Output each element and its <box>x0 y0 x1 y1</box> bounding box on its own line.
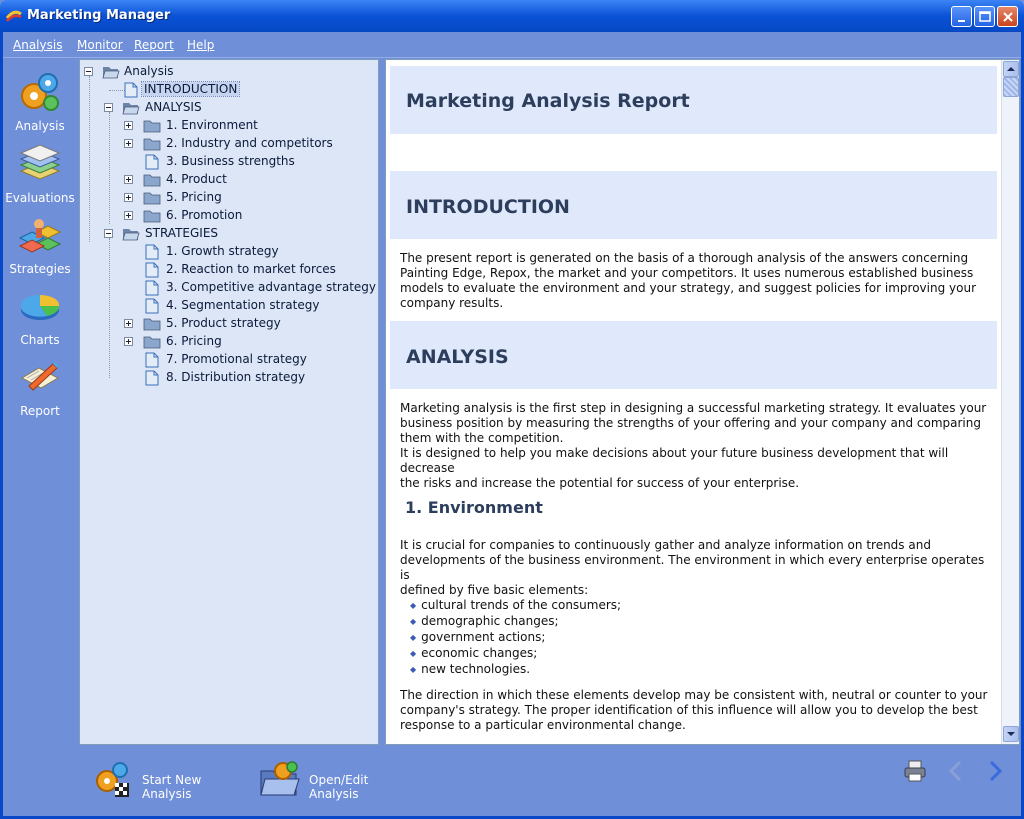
open-edit-analysis-button[interactable] <box>259 757 419 799</box>
tree-label: 5. Product strategy <box>166 316 281 330</box>
tree-label: 4. Segmentation strategy <box>166 298 320 312</box>
document-icon <box>145 352 159 368</box>
menu-monitor[interactable]: Monitor <box>77 38 123 52</box>
tree-node-pricing-strategy[interactable] <box>84 333 374 351</box>
text-line: business position by measuring the strengths of your offering and your company and comparing <box>400 416 981 430</box>
tree-node-competitive-advantage[interactable] <box>84 279 377 297</box>
start-new-analysis-button[interactable] <box>93 757 253 799</box>
environment-bullets <box>410 598 621 678</box>
environment-closing <box>400 688 990 733</box>
open-folder-icon <box>122 100 140 115</box>
tree-label: 3. Business strengths <box>166 154 295 168</box>
analysis-heading: ANALYSIS <box>406 346 509 368</box>
list-item: ◆ demographic changes; <box>410 614 621 630</box>
menu-report[interactable]: Report <box>134 38 174 52</box>
menu-help[interactable]: Help <box>187 38 215 52</box>
text-line: It is designed to help you make decisions about your future business development that will decrease <box>400 446 949 475</box>
text-line: company results. <box>400 296 504 310</box>
analysis-paragraph <box>400 401 990 491</box>
text-line: It is crucial for companies to continuously gather and analyze information on trends and <box>400 538 931 552</box>
previous-page-button[interactable] <box>946 759 966 783</box>
maximize-button[interactable] <box>974 6 995 27</box>
collapse-icon[interactable] <box>104 103 113 112</box>
text-line: developments of the business environment. The environment in which every enterprise operates is <box>400 553 985 582</box>
folder-icon <box>143 335 161 349</box>
list-item: ◆ new technologies. <box>410 662 621 678</box>
document-icon <box>145 370 159 386</box>
nav-label: Charts <box>20 333 60 347</box>
print-button[interactable] <box>903 759 927 783</box>
tree-label: 2. Industry and competitors <box>166 136 333 150</box>
folder-icon <box>143 191 161 205</box>
arrow-down-icon <box>1004 727 1018 741</box>
outline-tree[interactable] <box>79 59 379 745</box>
tree-label: 6. Promotion <box>166 208 243 222</box>
printer-icon <box>903 759 927 783</box>
tree-node-analysis[interactable] <box>84 99 374 117</box>
tree-node-promotion[interactable] <box>84 207 374 225</box>
nav-label: Report <box>20 404 60 418</box>
nav-strategies[interactable] <box>3 212 77 276</box>
scroll-down-button[interactable] <box>1003 726 1019 742</box>
expand-icon[interactable] <box>124 337 133 346</box>
tree-label: ANALYSIS <box>145 100 202 114</box>
text-line: the risks and increase the potential for success of your enterprise. <box>400 476 800 490</box>
text-line: response to a particular environmental change. <box>400 718 686 732</box>
app-logo-icon <box>6 9 22 23</box>
expand-icon[interactable] <box>124 121 133 130</box>
tree-node-introduction[interactable] <box>84 81 374 99</box>
collapse-icon[interactable] <box>104 229 113 238</box>
intro-paragraph <box>400 251 990 311</box>
folder-icon <box>143 317 161 331</box>
document-icon <box>145 244 159 260</box>
open-folder-icon <box>122 226 140 241</box>
document-icon <box>145 154 159 170</box>
tree-node-strategies[interactable] <box>84 225 374 243</box>
document-icon <box>145 262 159 278</box>
environment-heading: 1. Environment <box>405 498 543 517</box>
nav-label: Evaluations <box>5 191 75 205</box>
folder-icon <box>143 119 161 133</box>
close-icon <box>1001 10 1015 24</box>
title-bar[interactable] <box>0 0 1024 32</box>
open-folder-gears-icon <box>259 759 301 799</box>
tree-label: 6. Pricing <box>166 334 222 348</box>
tree-label: 4. Product <box>166 172 227 186</box>
expand-icon[interactable] <box>124 319 133 328</box>
report-title: Marketing Analysis Report <box>406 90 690 112</box>
nav-analysis[interactable] <box>3 69 77 133</box>
tree-node-growth[interactable] <box>84 243 374 261</box>
tree-label: 1. Environment <box>166 118 258 132</box>
intro-heading: INTRODUCTION <box>406 196 570 218</box>
report-pencil-icon <box>17 354 63 400</box>
gears-icon <box>17 69 63 115</box>
new-analysis-gears-icon <box>93 759 133 799</box>
tree-node-pricing[interactable] <box>84 189 374 207</box>
tree-label: 2. Reaction to market forces <box>166 262 336 276</box>
expand-icon[interactable] <box>124 139 133 148</box>
nav-evaluations[interactable] <box>3 141 77 205</box>
tree-node-environment[interactable] <box>84 117 374 135</box>
text-line: company's strategy. The proper identification of this influence will allow you to develop the best <box>400 703 978 717</box>
tree-label: STRATEGIES <box>145 226 219 240</box>
tree-node-segmentation[interactable] <box>84 297 374 315</box>
list-item: ◆ government actions; <box>410 630 621 646</box>
tree-node-business-strengths[interactable] <box>84 153 374 171</box>
text-line: models to evaluate the environment and your strategy, and suggest policies for improving your <box>400 281 977 295</box>
tree-label: Analysis <box>124 64 174 78</box>
collapse-icon[interactable] <box>84 67 93 76</box>
tree-label: 7. Promotional strategy <box>166 352 307 366</box>
analysis-band <box>390 321 997 389</box>
maximize-icon <box>978 10 992 24</box>
menu-bar <box>3 32 1021 58</box>
minimize-button[interactable] <box>951 6 972 27</box>
list-item: ◆ economic changes; <box>410 646 621 662</box>
tree-label: INTRODUCTION <box>144 82 238 96</box>
scroll-thumb[interactable] <box>1003 77 1019 97</box>
bottom-toolbar <box>3 745 1021 816</box>
stack-icon <box>17 141 63 187</box>
start-new-analysis-label: Start New Analysis <box>142 773 202 801</box>
report-title-band <box>390 66 997 134</box>
text-line: them with the competition. <box>400 431 564 445</box>
environment-paragraph <box>400 538 990 598</box>
minimize-icon <box>955 10 969 24</box>
report-content <box>386 60 1000 744</box>
document-icon <box>145 280 159 296</box>
text-line: Painting Edge, Repox, the market and your competitors. It uses numerous established business <box>400 266 974 280</box>
folder-icon <box>143 173 161 187</box>
vertical-scrollbar[interactable] <box>1001 60 1019 744</box>
text-line: Marketing analysis is the first step in designing a successful marketing strategy. It evaluates your <box>400 401 987 415</box>
expand-icon[interactable] <box>124 193 133 202</box>
intro-band <box>390 171 997 239</box>
menu-analysis[interactable]: Analysis <box>13 38 63 52</box>
report-view[interactable] <box>385 59 1020 745</box>
tree-node-market-forces[interactable] <box>84 261 374 279</box>
document-icon <box>124 82 138 98</box>
expand-icon[interactable] <box>124 175 133 184</box>
open-edit-analysis-label: Open/Edit Analysis <box>309 773 369 801</box>
tree-label: 8. Distribution strategy <box>166 370 306 384</box>
nav-label: Analysis <box>15 119 65 133</box>
list-item: ◆ cultural trends of the consumers; <box>410 598 621 614</box>
scroll-up-button[interactable] <box>1003 61 1019 77</box>
folder-icon <box>143 137 161 151</box>
tree-node-root[interactable] <box>84 63 374 81</box>
nav-label: Strategies <box>9 262 71 276</box>
window-title: Marketing Manager <box>27 8 171 23</box>
tree-node-distribution[interactable] <box>84 369 374 387</box>
open-folder-icon <box>102 64 120 79</box>
text-line: The direction in which these elements develop may be consistent with, neutral or counter to your <box>400 688 988 702</box>
arrow-left-icon <box>946 759 966 783</box>
pie-chart-icon <box>17 283 63 329</box>
tree-node-industry[interactable] <box>84 135 374 153</box>
nav-charts[interactable] <box>3 283 77 347</box>
left-nav <box>3 59 77 744</box>
document-icon <box>145 298 159 314</box>
text-line: The present report is generated on the basis of a thorough analysis of the answers concerning <box>400 251 969 265</box>
folder-icon <box>143 209 161 223</box>
tree-node-product[interactable] <box>84 171 374 189</box>
arrow-right-icon <box>985 759 1005 783</box>
close-button[interactable] <box>997 6 1018 27</box>
arrow-up-icon <box>1004 62 1018 76</box>
expand-icon[interactable] <box>124 211 133 220</box>
tree-label: 1. Growth strategy <box>166 244 279 258</box>
next-page-button[interactable] <box>985 759 1005 783</box>
text-line: defined by five basic elements: <box>400 583 589 597</box>
tree-node-product-strategy[interactable] <box>84 315 374 333</box>
nav-report[interactable] <box>3 354 77 418</box>
tree-node-promotional[interactable] <box>84 351 374 369</box>
tree-label: 5. Pricing <box>166 190 222 204</box>
tree-label: 3. Competitive advantage strategy <box>166 280 377 294</box>
puzzle-icon <box>17 212 63 258</box>
